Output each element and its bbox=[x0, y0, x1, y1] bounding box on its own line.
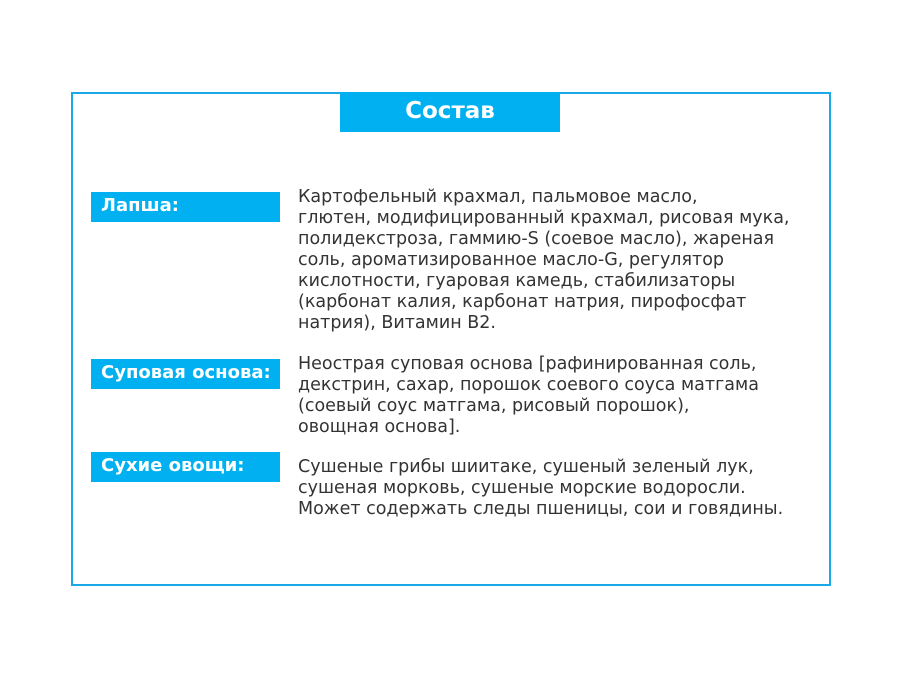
text-line: Сушеные грибы шиитаке, сушеный зеленый лук, bbox=[298, 457, 754, 477]
section-label-soup-base: Суповая основа: bbox=[91, 359, 280, 389]
section-label-noodles: Лапша: bbox=[91, 192, 280, 222]
section-text-dried-vegetables bbox=[298, 457, 808, 520]
text-line: Неострая суповая основа [рафинированная соль, bbox=[298, 354, 757, 374]
text-line: Картофельный крахмал, пальмовое масло, bbox=[298, 187, 698, 207]
text-line: натрия), Витамин В2. bbox=[298, 313, 496, 333]
text-line: Может содержать следы пшеницы, сои и говядины. bbox=[298, 499, 784, 519]
text-line: овощная основа]. bbox=[298, 417, 461, 437]
text-line: (соевый соус матгама, рисовый порошок), bbox=[298, 396, 690, 416]
composition-title: Состав bbox=[340, 92, 560, 132]
text-line: соль, ароматизированное масло-G, регулятор bbox=[298, 250, 725, 270]
text-line: глютен, модифицированный крахмал, рисовая мука, bbox=[298, 208, 790, 228]
text-line: кислотности, гуаровая камедь, стабилизаторы bbox=[298, 271, 736, 291]
text-line: полидекстроза, гаммию-S (соевое масло), жареная bbox=[298, 229, 775, 249]
text-line: сушеная морковь, сушеные морские водоросли. bbox=[298, 478, 746, 498]
section-label-dried-vegetables: Сухие овощи: bbox=[91, 452, 280, 482]
section-text-noodles bbox=[298, 187, 808, 334]
text-line: декстрин, сахар, порошок соевого соуса матгама bbox=[298, 375, 759, 395]
section-text-soup-base bbox=[298, 354, 808, 438]
text-line: (карбонат калия, карбонат натрия, пирофосфат bbox=[298, 292, 747, 312]
